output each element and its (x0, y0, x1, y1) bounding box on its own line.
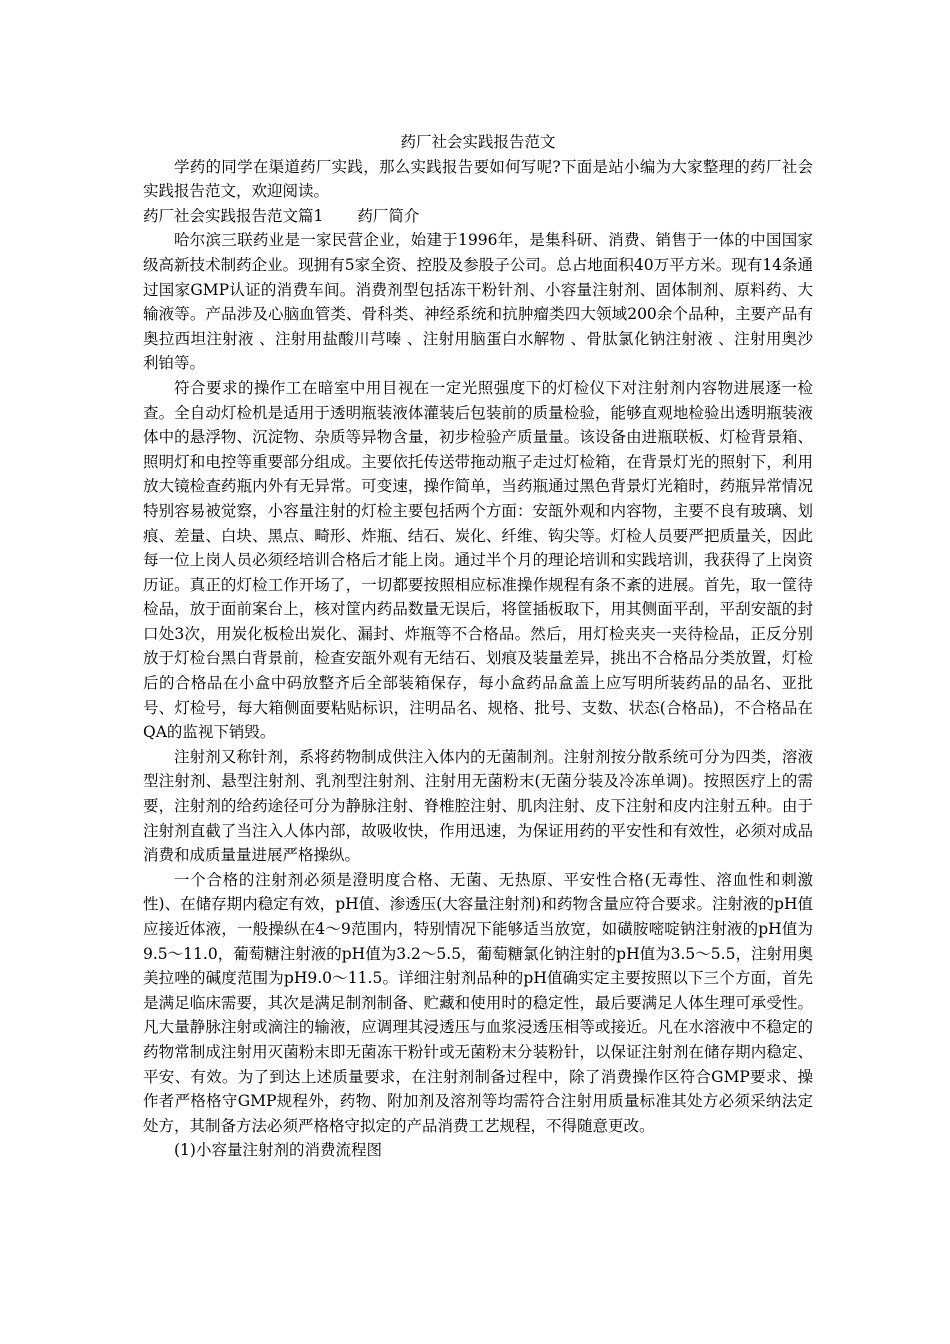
section-heading (143, 204, 813, 229)
section-heading-label: 药厂社会实践报告范文篇1 (143, 206, 324, 225)
document-page (143, 130, 813, 1163)
intro-paragraph: 学药的同学在渠道药厂实践，那么实践报告要如何写呢?下面是站小编为大家整理的药厂社会实践报告范文，欢迎阅读。 (143, 157, 813, 201)
body-paragraph-injection-quality: 一个合格的注射剂必须是澄明度合格、无菌、无热原、平安性合格(无毒性、溶血性和刺激性)、在储存期内稳定有效，pH值、渗透压(大容量注射剂)和药物含量应符合要求。注射液的pH值应接近体液，一般操纵在4～9范围内，特别情况下能够适当放宽，如磺胺嘧啶钠注射液的pH值为9.5～11.0，葡萄糖注射液的pH值为3.2～5.5，葡萄糖氯化钠注射的pH值为3.5～5.5，注射用奥美拉唑的碱度范围为pH9.0～11.5。详细注射剂品种的pH值确实定主要按照以下三个方面，首先是满足临床需要，其次是满足制剂制备、贮藏和使用时的稳定性，最后要满足人体生理可承受性。凡大量静脉注射或滴注的输液，应调理其浸透压与血浆浸透压相等或接近。凡在水溶液中不稳定的药物常制成注射用灭菌粉末即无菌冻干粉针或无菌粉末分装粉针，以保证注射剂在储存期内稳定、平安、有效。为了到达上述质量要求，在注射剂制备过程中，除了消费操作区符合GMP要求、操作者严格格守GMP规程外，药物、附加剂及溶剂等均需符合注射用质量标准其处方必须采纳法定处方，其制备方法必须严格格守拟定的产品消费工艺规程，不得随意更改。 (143, 870, 813, 1135)
body-paragraph-company-intro: 哈尔滨三联药业是一家民营企业，始建于1996年，是集科研、消费、销售于一体的中国国家级高新技术制药企业。现拥有5家全资、控股及参股子公司。总占地面积40万平方米。现有14条通过国家GMP认证的消费车间。消费剂型包括冻干粉针剂、小容量注射剂、固体制剂、原料药、大输液等。产品涉及心脑血管类、骨科类、神经系统和抗肿瘤类四大领域200余个品种，主要产品有奥拉西坦注射液 、注射用盐酸川芎嗪 、注射用脑蛋白水解物 、骨肽氯化钠注射液 、注射用奥沙利铂等。 (143, 231, 813, 373)
section-heading-subtitle: 药厂简介 (357, 206, 420, 225)
body-paragraph-flowchart-caption: (1)小容量注射剂的消费流程图 (174, 1141, 382, 1160)
body-paragraph-injection-definition: 注射剂又称针剂，系将药物制成供注入体内的无菌制剂。注射剂按分散系统可分为四类，溶液型注射剂、悬型注射剂、乳剂型注射剂、注射用无菌粉末(无菌分装及冷冻单调)。按照医疗上的需要，注射剂的给药途径可分为静脉注射、脊椎腔注射、肌肉注射、皮下注射和皮内注射五种。由于注射剂直截了当注入人体内部，故吸收快，作用迅速，为保证用药的平安性和有效性，必须对成品消费和成质量量进展严格操纵。 (143, 747, 813, 865)
body-paragraph-light-inspection: 符合要求的操作工在暗室中用目视在一定光照强度下的灯检仪下对注射剂内容物进展逐一检查。全自动灯检机是适用于透明瓶装液体灌装后包装前的质量检验，能够直观地检验出透明瓶装液体中的悬浮物、沉淀物、杂质等异物含量，初步检验产质量量。该设备由进瓶联板、灯检背景箱、照明灯和电控等重要部分组成。主要依托传送带拖动瓶子走过灯检箱，在背景灯光的照射下，利用放大镜检查药瓶内外有无异常。可变速，操作简单，当药瓶通过黑色背景灯光箱时，药瓶异常情况特别容易被觉察，小容量注射的灯检主要包括两个方面：安瓿外观和内容物，主要不良有玻璃、划痕、差量、白块、黑点、畸形、炸瓶、结石、炭化、纤维、钩尖等。灯检人员要严把质量关，因此每一位上岗人员必须经培训合格后才能上岗。通过半个月的理论培训和实践培训，我获得了上岗资历证。真正的灯检工作开场了，一切都要按照相应标准操作规程有条不紊的进展。首先，取一筐待检品，放于面前案台上，核对筐内药品数量无误后，将筐插板取下，用其侧面平刮，平刮安瓿的封口处3次，用炭化板检出炭化、漏封、炸瓶等不合格品。然后，用灯检夹夹一夹待检品，正反分别放于灯检台黑白背景前，检查安瓿外观有无结石、划痕及装量差异，挑出不合格品分类放置，灯检后的合格品在小盒中码放整齐后全部装箱保存，每小盒药品盒盖上应写明所装药品的品名、亚批号、灯检号，每大箱侧面要粘贴标识，注明品名、规格、批号、支数、状态(合格品)，不合格品在QA的监视下销毁。 (143, 378, 813, 742)
document-title: 药厂社会实践报告范文 (400, 133, 556, 151)
